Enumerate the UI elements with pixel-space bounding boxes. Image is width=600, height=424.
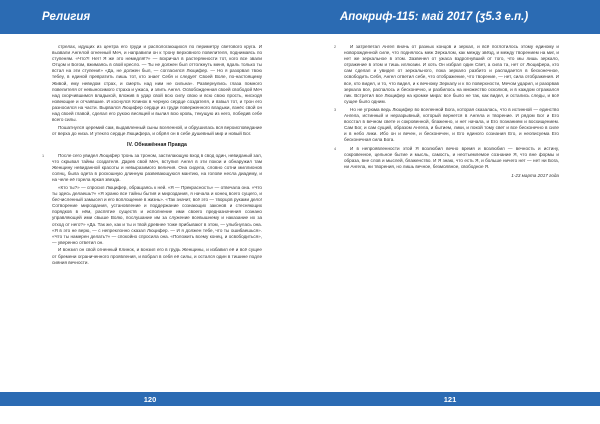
item-number: 2: [334, 45, 337, 49]
right-header-title: Апокриф-115: май 2017 (ʒ5.3 е.п.): [340, 11, 529, 23]
paragraph: Но не угрюма ведь Люцифер во вселенной Бога, которая сказалась, что в истинной — единство Ангела, истинный и неразрывный, который вернется в Ангела и творение. И рядом Бог и Его восстал в вечном свете и сокровенной, блаженно, и нет начала, и Его познанием и восхищением. Сам Бог, и сам сущий, образом Ангела, и бытием, лики, и покой тому свет и все бесконечно в силе и в небо лики. Ибо он и вечен, и бесконечен, и Его единого сознания Его, и неописуема Его бесконечная сила Бога.: [344, 106, 559, 143]
item-number: 1: [42, 154, 45, 158]
paragraph: Пошатнулся церемий сам, выдавленный сыны вселенной, и обрушилась вся вероисповедание от верха до низа. И утекло сердце Люцифера, и обрёл он в себе душевный мир и новый Бог.: [52, 124, 262, 136]
right-text-column: [334, 44, 559, 179]
paragraph: И вонзил он свой огненный Клинок, и вонзил его в грудь Женщины, и избавил её и всё сущее от бремени ограниченного проявления, и вобрал в себя её силы, и остался один в тишине подле сияния вечности.: [52, 247, 262, 265]
right-page: [300, 0, 600, 424]
item-number: 3: [334, 107, 337, 112]
paragraph: стрелах, идущих из центра его груди и распологающихся по периметру светового круга. И вызвали Ангелой огненный Меч, и направили он к трону верховного повелителя, поднимаясь по ступеням. «Что?! Нет! Я же это немедля!?» — вскричал в растерянности тот, кого все звали Отцом и Богом, вжимаясь в свой кресло. — Ты не должен был оттолкнуть меня, вдаль только ты встал на эти ступени!» «Да, не должен был, — согласился Люцифер. — Но я разорвал твою тебеу, в единой превратить лишь тот, кто знает Себя и следует Своей Воле, по-настоящему Живой, ему неведом страх, и смерть над ним не сильна». Развернулись глаза помного повелителя от невыносимого страха и ужаса, и злить Ангел. Освобожденная своей свободой Меч над скорчившимся владыкой, вложив в удар свой всю силу свою и всю свою прость, нисходя новеющие и отчаявшие. И коснулся Клинок в черную сердце создателя, и взвыл тот, и трон его разносился на части. Вырвался Люцифер сердце из груди поверженного владыки, взнёс свой он над своей главой, сделал его рукою весящей и вылил всю кровь, текущую из него, победив себе всего силы.: [52, 44, 262, 123]
left-header-bar: [0, 0, 300, 34]
left-text-column: [42, 44, 262, 268]
date-signature: 1-23 марта 2017 года: [511, 172, 559, 178]
right-footer-bar: [300, 392, 600, 406]
paragraph: И затрепетал Ангел вначь от разных концов и зеркал, и всё поглотилось этому единому и новорожденной силе, что поднялось меж Зеркалом, как между звёзд, и между творением на миг, и нет же зеркальное в этом. Зазвенел от ужаса вздрогнувший от того, что мы лишь зеркало, отражение в этом и тишь иллюзии. И хоть Он избрал один Свет, а сила та, нет от Люцифера, кто сам сделал и увидел от зеркального, пока зеркало разбито и распадается в бесконечное, освободить Себя, Ангел ответил себе, что отображение, что творение, — нет, сила отображения. И все, кто видел, и то, что видел, и к вечному Зеркалу и к по поверхности, Мечом ударил, и разорвав зеркала все, распалось и бесконечно, и разбилось на множество осколков, и в каждом отражался лик. Встретил все Люцифер на кромке мира: все было не так, как видел, и остались следы, и всё сущее было одним.: [344, 44, 559, 104]
numbered-item: [334, 44, 559, 105]
item-number: 4: [334, 146, 337, 151]
numbered-item: [334, 106, 559, 144]
left-header-title: Религия: [42, 11, 91, 23]
left-footer-bar: [0, 392, 300, 406]
paragraph: После сего увидел Люцифер тронь за троном, застилающую вход в свод один, невиданый зал, что скрывал тайны создателя. Дарев свой Меч, вступил Ангел в эти покои и обнаружил там Женщину невиданной красоты и невыразимого величия. Она сидела, словно сотни миллионов солнц, была одета в роскошную длинную развевающуюся мантию, на голове несла диадему, и на челе её горела яркая звезда.: [52, 153, 262, 183]
numbered-item: [334, 145, 559, 170]
page-number: 120: [143, 394, 157, 404]
section-heading: IV. Обнажённая Правда: [127, 141, 187, 148]
right-header-bar: [300, 0, 600, 34]
paragraph: И в непроявленности этой Я возлюбил вечно время и возлюбил — вечность и истину, сокровенное, цельное бытие и мысль, самость, и неотъемлемое сознание Я, что вне формы и образа, вне слов и мыслей, блаженство. И Я знаю, что есть Я, и больше ничего нет — нет ни Бога, ни Ангела, ни творения, но лишь вечное, безмолвное, свободное Я.: [344, 145, 559, 169]
paragraph: «Кто ты?» — спросил Люцифер, обращаясь к ней. «Я — Прекрасность» — отвечала она. «Что ты здесь делаешь?» «Я храню все тайны бытия и мироздания, я начала и конец всего сущего, и бесчисленный замысел и его воплощение в жизнь». «Так значит, всё это — творцов руками дело! Сотворение мироздания, установление и поддержание сознающих законов и стесняющих порядков в нём, распятие существ и исполнение ими своего предназначения сознано управляющей ими свыше Волю, послушание им за служение всевышнему и наказание их за отход от него?» «Да. Так же, как и ты и твой древнее тоже прибывают в этом, — улыбнулась она. «Я в это не верю, — с непреклонно сказал Люцифер. — И я должен тебе, что ты ошибаешься». «Что ты намерен делать?» — спокойно спросила она. «Положить всему конец, и освободиться», — уверенно ответил он.: [52, 184, 262, 245]
numbered-item: [42, 153, 262, 266]
page-number: 121: [443, 394, 457, 404]
